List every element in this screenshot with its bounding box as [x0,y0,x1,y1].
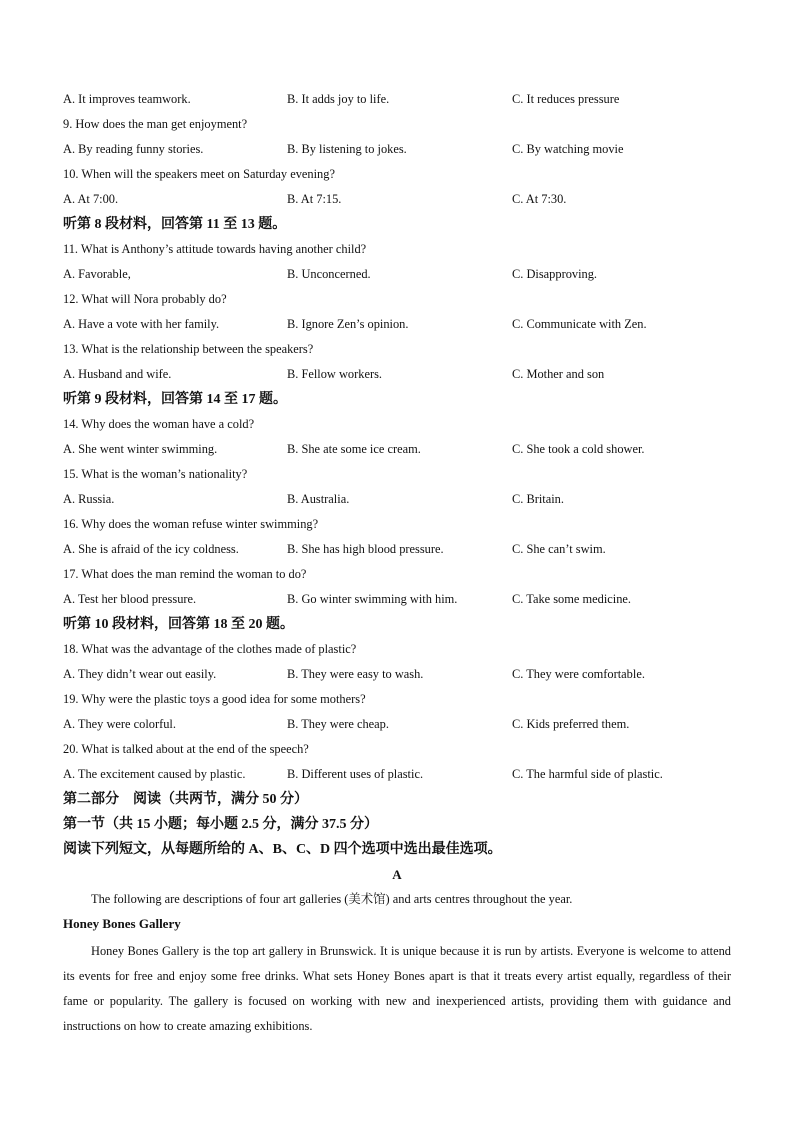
section-8-heading: 听第 8 段材料，回答第 11 至 13 题。 [63,217,287,232]
option-c: C. They were comfortable. [512,667,645,681]
part-2-heading: 第二部分 阅读（共两节，满分 50 分） [63,792,308,807]
reading-instruction: 阅读下列短文，从每题所给的 A、B、C、D 四个选项中选出最佳选项。 [63,842,502,857]
question-text: 12. What will Nora probably do? [63,292,227,306]
option-c: C. By watching movie [512,142,624,156]
option-c: C. Take some medicine. [512,592,631,606]
options-row-15 [63,489,731,514]
option-a: A. By reading funny stories. [63,142,204,156]
question-text: 18. What was the advantage of the clothes made of plastic? [63,642,357,656]
question-text: 9. How does the man get enjoyment? [63,117,248,131]
gallery-description: Honey Bones Gallery is the top art gallery in Brunswick. It is unique because it is run by artists. Everyone is welcome to attend its events for free and enjoy some free drinks. What sets Honey Bones apart is that it treats every artist equally, regardless of their fame or popularity. The gallery is focused on working with new and inexperienced artists, providing them with guidance and instructions on how to create amazing exhibitions. [63,944,731,1033]
option-c: C. It reduces pressure [512,92,620,106]
option-c: C. She took a cold shower. [512,442,645,456]
option-a: A. Favorable, [63,267,131,281]
question-17 [63,564,731,589]
options-row-13 [63,364,731,389]
option-c: C. Kids preferred them. [512,717,630,731]
options-row-19 [63,714,731,739]
options-row-11 [63,264,731,289]
question-18 [63,639,731,664]
option-b: B. At 7:15. [287,192,342,206]
question-text: 15. What is the woman’s nationality? [63,467,248,481]
option-a: A. They were colorful. [63,717,176,731]
question-text: 14. Why does the woman have a cold? [63,417,255,431]
question-text: 11. What is Anthony’s attitude towards having another child? [63,242,367,256]
option-b: B. Go winter swimming with him. [287,592,458,606]
option-b: B. They were cheap. [287,717,389,731]
option-c: C. Britain. [512,492,564,506]
question-text: 19. Why were the plastic toys a good idea for some mothers? [63,692,366,706]
options-row-12 [63,314,731,339]
question-text: 17. What does the man remind the woman to do? [63,567,307,581]
question-14 [63,414,731,439]
section-1-heading: 第一节（共 15 小题；每小题 2.5 分，满分 37.5 分） [63,817,378,832]
option-a: A. Russia. [63,492,115,506]
option-a: A. They didn’t wear out easily. [63,667,217,681]
option-a: A. Test her blood pressure. [63,592,197,606]
option-b: B. Different uses of plastic. [287,767,424,781]
options-row-14 [63,439,731,464]
option-c: C. Disapproving. [512,267,598,281]
option-b: B. She has high blood pressure. [287,542,444,556]
option-a: A. At 7:00. [63,192,119,206]
options-row-8 [63,89,731,114]
option-c: C. At 7:30. [512,192,567,206]
option-c: C. Communicate with Zen. [512,317,647,331]
question-11 [63,239,731,264]
options-row-16 [63,539,731,564]
question-20 [63,739,731,764]
question-text: 16. Why does the woman refuse winter swimming? [63,517,319,531]
options-row-18 [63,664,731,689]
option-b: B. By listening to jokes. [287,142,407,156]
section-9-heading: 听第 9 段材料，回答第 14 至 17 题。 [63,392,287,407]
question-10 [63,164,731,189]
question-text: 13. What is the relationship between the speakers? [63,342,314,356]
option-a: A. The excitement caused by plastic. [63,767,246,781]
option-a: A. She is afraid of the icy coldness. [63,542,239,556]
passage-label: A [392,867,402,882]
option-a: A. She went winter swimming. [63,442,218,456]
option-b: B. Fellow workers. [287,367,382,381]
options-row-9 [63,139,731,164]
option-b: B. They were easy to wash. [287,667,424,681]
option-c: C. The harmful side of plastic. [512,767,663,781]
question-12 [63,289,731,314]
gallery-name: Honey Bones Gallery [63,916,181,931]
question-15 [63,464,731,489]
option-b: B. She ate some ice cream. [287,442,421,456]
option-b: B. It adds joy to life. [287,92,390,106]
option-a: A. Husband and wife. [63,367,172,381]
option-b: B. Ignore Zen’s opinion. [287,317,409,331]
question-19 [63,689,731,714]
options-row-20 [63,764,731,789]
question-text: 20. What is talked about at the end of the speech? [63,742,309,756]
option-c: C. She can’t swim. [512,542,606,556]
options-row-17 [63,589,731,614]
option-a: A. It improves teamwork. [63,92,191,106]
option-a: A. Have a vote with her family. [63,317,220,331]
section-10-heading: 听第 10 段材料，回答第 18 至 20 题。 [63,617,294,632]
option-b: B. Australia. [287,492,350,506]
exam-page [63,89,731,1039]
options-row-10 [63,189,731,214]
question-9 [63,114,731,139]
option-c: C. Mother and son [512,367,605,381]
passage-intro: The following are descriptions of four art galleries (美术馆) and arts centres throughout the year. [91,892,573,906]
question-13 [63,339,731,364]
question-16 [63,514,731,539]
option-b: B. Unconcerned. [287,267,371,281]
question-text: 10. When will the speakers meet on Saturday evening? [63,167,335,181]
